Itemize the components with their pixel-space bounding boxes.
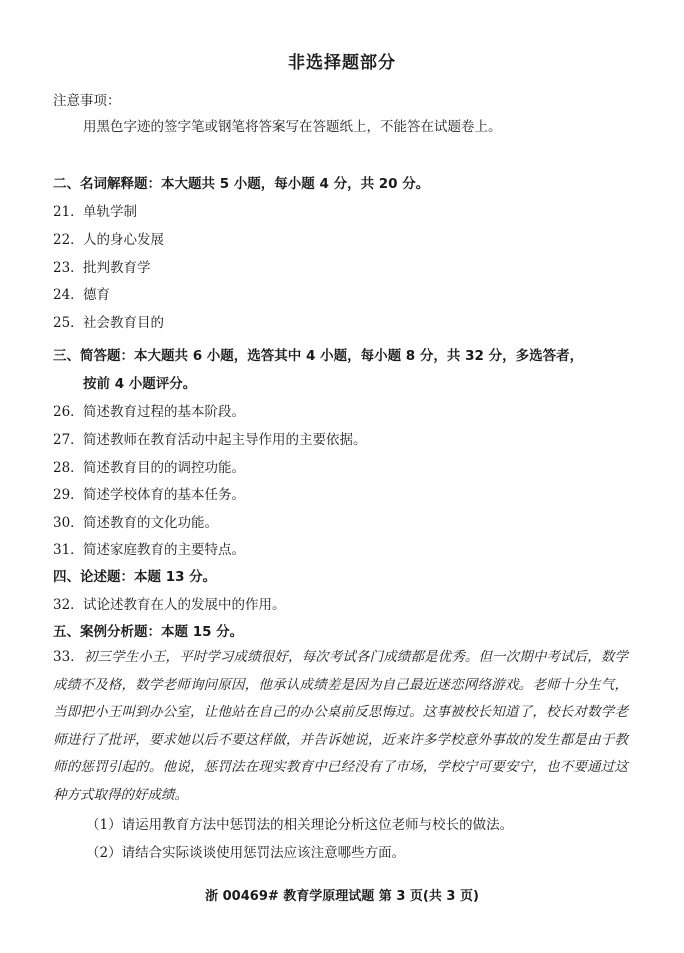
question-number: 28． (53, 460, 84, 476)
question-25 (53, 311, 164, 331)
question-number: 26． (53, 404, 84, 420)
question-number: 29． (53, 487, 84, 503)
question-text: 简述教育的文化功能。 (83, 515, 218, 531)
question-number: 31． (53, 542, 84, 558)
question-text: 单轨学制 (83, 204, 137, 220)
question-23 (53, 256, 151, 276)
question-text: 试论述教育在人的发展中的作用。 (83, 597, 286, 613)
question-number: 24． (53, 287, 84, 303)
page-title: 非选择题部分 (288, 53, 396, 73)
case-study-body: 初三学生小王，平时学习成绩很好，每次考试各门成绩都是优秀。但一次期中考试后，数学成绩不及格，数学老师询问原因，他承认成绩差是因为自己最近迷恋网络游戏。老师十分生气，当即把小王叫到办公室，让他站在自己的办公桌前反思悔过。这事被校长知道了，校长对数学老师进行了批评，要求她以后不要这样做，并告诉她说，近来许多学校意外事故的发生都是由于教师的惩罚引起的。他说，惩罚法在现实教育中已经没有了市场，学校宁可要安宁，也不要通过这种方式取得的好成绩。 (53, 649, 628, 803)
question-text: 人的身心发展 (83, 232, 164, 248)
question-text: 德育 (83, 287, 110, 303)
question-31 (53, 538, 245, 558)
question-number: 32． (53, 597, 84, 613)
question-number: 30． (53, 515, 84, 531)
section-two-heading: 二、名词解释题：本大题共 5 小题，每小题 4 分，共 20 分。 (53, 176, 430, 192)
question-22 (53, 228, 164, 248)
question-text: 简述教育过程的基本阶段。 (83, 404, 245, 420)
notice-heading: 注意事项： (53, 93, 121, 109)
section-four-heading: 四、论述题：本题 13 分。 (53, 569, 217, 585)
page-footer: 浙 00469# 教育学原理试题 第 3 页(共 3 页) (205, 889, 479, 904)
question-29 (53, 483, 245, 503)
question-text: 简述教育目的的调控功能。 (83, 460, 245, 476)
question-27 (53, 428, 367, 448)
notice-body: 用黑色字迹的签字笔或钢笔将答案写在答题纸上，不能答在试题卷上。 (83, 119, 502, 135)
case-sub-question-1: （1）请运用教育方法中惩罚法的相关理论分析这位老师与校长的做法。 (86, 817, 514, 833)
question-text: 简述家庭教育的主要特点。 (83, 542, 245, 558)
question-21 (53, 200, 137, 220)
question-text: 简述教师在教育活动中起主导作用的主要依据。 (83, 432, 367, 448)
question-number: 25． (53, 315, 84, 331)
question-number: 27． (53, 432, 84, 448)
question-24 (53, 283, 110, 303)
question-text: 社会教育目的 (83, 315, 164, 331)
case-study-text (53, 644, 628, 809)
question-number: 23． (53, 260, 84, 276)
question-number: 22． (53, 232, 84, 248)
question-text: 简述学校体育的基本任务。 (83, 487, 245, 503)
question-28 (53, 456, 245, 476)
question-text: 批判教育学 (83, 260, 151, 276)
question-number: 21． (53, 204, 84, 220)
question-30 (53, 511, 218, 531)
question-number: 33． (53, 649, 84, 665)
question-26 (53, 400, 245, 420)
case-sub-question-2: （2）请结合实际谈谈使用惩罚法应该注意哪些方面。 (86, 845, 406, 861)
section-three-heading: 三、简答题：本大题共 6 小题，选答其中 4 小题，每小题 8 分，共 32 分，多选答者， (53, 348, 584, 364)
question-32 (53, 593, 286, 613)
section-three-heading-cont: 按前 4 小题评分。 (83, 376, 197, 392)
section-five-heading: 五、案例分析题：本题 15 分。 (53, 624, 244, 640)
